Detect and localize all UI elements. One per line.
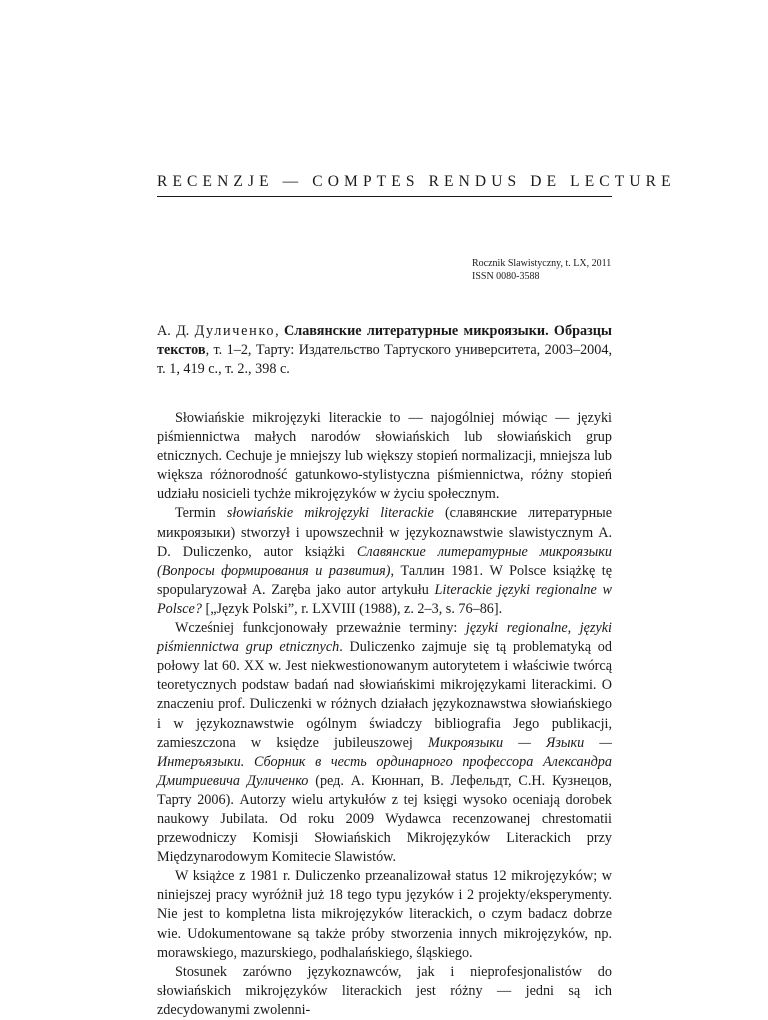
author-separator: , [275, 323, 284, 339]
issn-line: ISSN 0080-3588 [472, 271, 540, 282]
paragraph-text: . Duliczenko zajmuje się tą problematyką od połowy lat 60. XX w. Jest niekwestionowanym autorytetem i właściwie twórcą teoretycznych podstaw badań nad słowiańskimi mikrojęzykami literackimi. O znaczeniu prof. Duliczenki w różnych działach językoznawstwa słowiańskiego i w językoznawstwie ogólnym świadczy bibliografia Jego publikacji, zamieszczona w księdze jubileuszowej [157, 639, 612, 751]
author-surname: Дуличенко [194, 323, 276, 339]
paragraph-text: Wcześniej funkcjonowały przeważnie terminy: [175, 620, 466, 637]
paragraph-3 [157, 619, 612, 867]
italic-article-title: Literackie języki regionalne w Polsce? [157, 581, 612, 617]
paragraph-text: , Таллин 1981. W Polsce książkę tę spopularyzował A. Zaręba jako autor artykułu [157, 562, 612, 598]
book-details: , т. 1–2, Тарту: Издательство Тартуского университета, 2003–2004, т. 1, 419 с., т. 2., 398 с. [157, 342, 612, 377]
paragraph-text: Słowiańskie mikrojęzyki literackie to — najogólniej mówiąc — języki piśmiennictwa małych narodów słowiańskich lub słowiańskich grup etnicznych. Cechuje je mniejszy lub większy stopień normalizacji, mniejsza lub większa różnorodność gatunkowo-stylistyczna piśmiennictwa, różny stopień udziału nosicieli tychże mikrojęzyków w życiu społecznym. [157, 410, 612, 503]
paragraph-2 [157, 504, 612, 619]
book-title: Славянские литературные микроязыки. Образцы текстов [157, 323, 613, 358]
paragraph-text: [„Język Polski”, r. LXVIII (1988), z. 2–3, s. 76–86]. [201, 600, 503, 617]
italic-book-title: Славянские литературные микроязыки (Вопросы формирования и развития) [157, 543, 612, 579]
paragraph-text: (славянские литературные микроязыки) stworzył i upowszechnił w językoznawstwie slawistycznym A. D. Duliczenko, autor książki [157, 505, 612, 560]
italic-term: słowiańskie mikrojęzyki literackie [226, 505, 434, 522]
title-rule [157, 196, 612, 197]
paragraph-4 [157, 867, 612, 962]
italic-terms: języki regionalne, języki piśmiennictwa grup etnicznych [157, 620, 612, 656]
journal-line: Rocznik Slawistyczny, t. LX, 2011 [472, 258, 612, 269]
section-title: RECENZJE — COMPTES RENDUS DE LECTURE [157, 173, 676, 190]
journal-info [472, 257, 611, 283]
bibliographic-entry [157, 322, 612, 379]
paragraph-text: Stosunek zarówno językoznawców, jak i nieprofesjonalistów do słowiańskich mikrojęzyków literackich jest różny — jedni są ich zdecydowanymi zwolenni- [157, 963, 612, 1018]
paragraph-text: (ред. А. Кюннап, В. Лефельдт, С.Н. Кузнецов, Тарту 2006). Autorzy wielu artykułów z tej księgi wysoko oceniają dorobek naukowy Jubilata. Od roku 2009 Wydawca recenzowanej chrestomatii przewodniczy Komisji Słowiańskich Mikrojęzyków Literackich przy Międzynarodowym Komitecie Slawistów. [157, 772, 612, 866]
paragraph-text: Termin [175, 505, 227, 522]
author-initials: А. Д. [157, 323, 195, 339]
review-body [157, 409, 612, 1020]
paragraph-text: W książce z 1981 r. Duliczenko przeanalizował status 12 mikrojęzyków; w niniejszej pracy wyróżnił już 18 tego typu języków i 2 projekty/eksperymenty. Nie jest to kompletna lista mikrojęzyków literackich, o czym badacz dobrze wie. Udokumentowane są także próby stworzenia innych mikrojęzyków, np. morawskiego, mazurskiego, podhalańskiego, śląskiego. [157, 868, 612, 961]
italic-jubilee-title: Микроязыки — Языки — Интеръязыки. Сборник в честь ординарного профессора Александра Дмитриевича Дуличенко [157, 734, 613, 789]
paragraph-5 [157, 963, 612, 1020]
paragraph-1 [157, 409, 612, 504]
